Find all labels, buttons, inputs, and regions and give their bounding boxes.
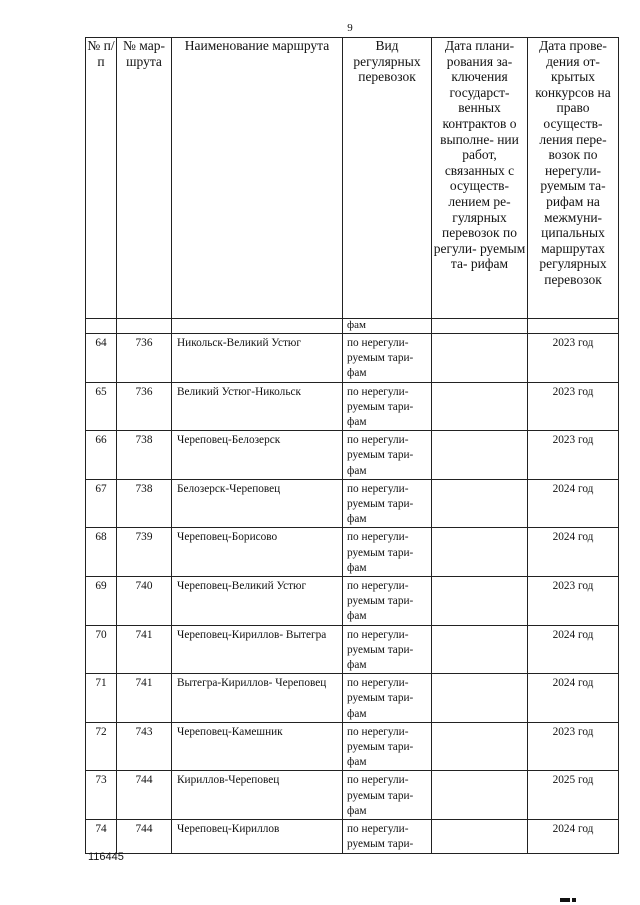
contest-date: 2025 год [528,771,619,820]
route-number: 736 [117,382,172,431]
routes-table [85,37,619,854]
row-number: 70 [86,625,117,674]
row-number: 74 [86,820,117,853]
route-number: 738 [117,431,172,480]
cell [117,319,172,334]
route-number: 738 [117,479,172,528]
plan-date [432,479,528,528]
contest-date: 2024 год [528,625,619,674]
row-number: 72 [86,722,117,771]
route-name: Череповец-Белозерск [172,431,343,480]
transport-kind: по нерегули- руемым тари- фам [343,431,432,480]
plan-date [432,771,528,820]
route-number: 736 [117,334,172,383]
route-number: 744 [117,771,172,820]
plan-date [432,382,528,431]
plan-date [432,577,528,626]
route-name: Череповец-Кириллов- Вытегра [172,625,343,674]
transport-kind: по нерегули- руемым тари- фам [343,334,432,383]
row-number: 69 [86,577,117,626]
table-row [86,577,619,626]
table-row [86,528,619,577]
route-number: 740 [117,577,172,626]
row-number: 65 [86,382,117,431]
scan-mark [560,898,570,902]
table-row [86,625,619,674]
continuation-row [86,319,619,334]
route-name: Белозерск-Череповец [172,479,343,528]
transport-kind: по нерегули- руемым тари- [343,820,432,853]
route-name: Кириллов-Череповец [172,771,343,820]
route-name: Череповец-Кириллов [172,820,343,853]
table-row [86,722,619,771]
route-number: 739 [117,528,172,577]
plan-date [432,674,528,723]
header-num: № п/п [86,38,117,319]
table-row [86,382,619,431]
contest-date: 2024 год [528,528,619,577]
transport-kind: по нерегули- руемым тари- фам [343,577,432,626]
transport-kind: по нерегули- руемым тари- фам [343,528,432,577]
table-header-row [86,38,619,319]
route-name: Череповец-Борисово [172,528,343,577]
transport-kind: по нерегули- руемым тари- фам [343,722,432,771]
page-number: 9 [347,22,353,34]
route-name: Череповец-Великий Устюг [172,577,343,626]
transport-kind: по нерегули- руемым тари- фам [343,382,432,431]
scan-mark [572,898,576,902]
header-transport-kind: Вид регулярных перевозок [343,38,432,319]
cell [432,319,528,334]
document-number: 116445 [88,851,124,863]
plan-date [432,431,528,480]
cell [86,319,117,334]
route-name: Никольск-Великий Устюг [172,334,343,383]
table-row [86,820,619,853]
plan-date [432,625,528,674]
header-plan-date: Дата плани- рования за- ключения государст- венных контрактов о выполне- нии работ, связанных с осуществ- лением ре- гулярных перевозок по регули- руемым та- рифам [432,38,528,319]
cell [172,319,343,334]
transport-kind: по нерегули- руемым тари- фам [343,625,432,674]
header-contest-date: Дата прове- дения от- крытых конкурсов на право осуществ- ления пере- возок по нерегули- руемым та- рифам на межмуни- ципальных маршрутах регулярных перевозок [528,38,619,319]
contest-date: 2023 год [528,431,619,480]
route-name: Череповец-Камешник [172,722,343,771]
row-number: 64 [86,334,117,383]
table-row [86,771,619,820]
contest-date: 2023 год [528,577,619,626]
plan-date [432,820,528,853]
transport-kind: по нерегули- руемым тари- фам [343,479,432,528]
row-number: 67 [86,479,117,528]
row-number: 66 [86,431,117,480]
plan-date [432,528,528,577]
table-row [86,334,619,383]
header-route-name: Наименование маршрута [172,38,343,319]
table-row [86,479,619,528]
route-number: 741 [117,625,172,674]
row-number: 71 [86,674,117,723]
row-number: 68 [86,528,117,577]
plan-date [432,334,528,383]
route-number: 743 [117,722,172,771]
contest-date: 2024 год [528,479,619,528]
transport-kind: по нерегули- руемым тари- фам [343,771,432,820]
continuation-text: фам [343,319,432,334]
cell [528,319,619,334]
plan-date [432,722,528,771]
table-row [86,674,619,723]
route-number: 744 [117,820,172,853]
row-number: 73 [86,771,117,820]
contest-date: 2023 год [528,722,619,771]
route-name: Вытегра-Кириллов- Череповец [172,674,343,723]
header-route-number: № мар- шрута [117,38,172,319]
route-number: 741 [117,674,172,723]
transport-kind: по нерегули- руемым тари- фам [343,674,432,723]
table-row [86,431,619,480]
contest-date: 2024 год [528,820,619,853]
route-name: Великий Устюг-Никольск [172,382,343,431]
contest-date: 2024 год [528,674,619,723]
contest-date: 2023 год [528,334,619,383]
contest-date: 2023 год [528,382,619,431]
